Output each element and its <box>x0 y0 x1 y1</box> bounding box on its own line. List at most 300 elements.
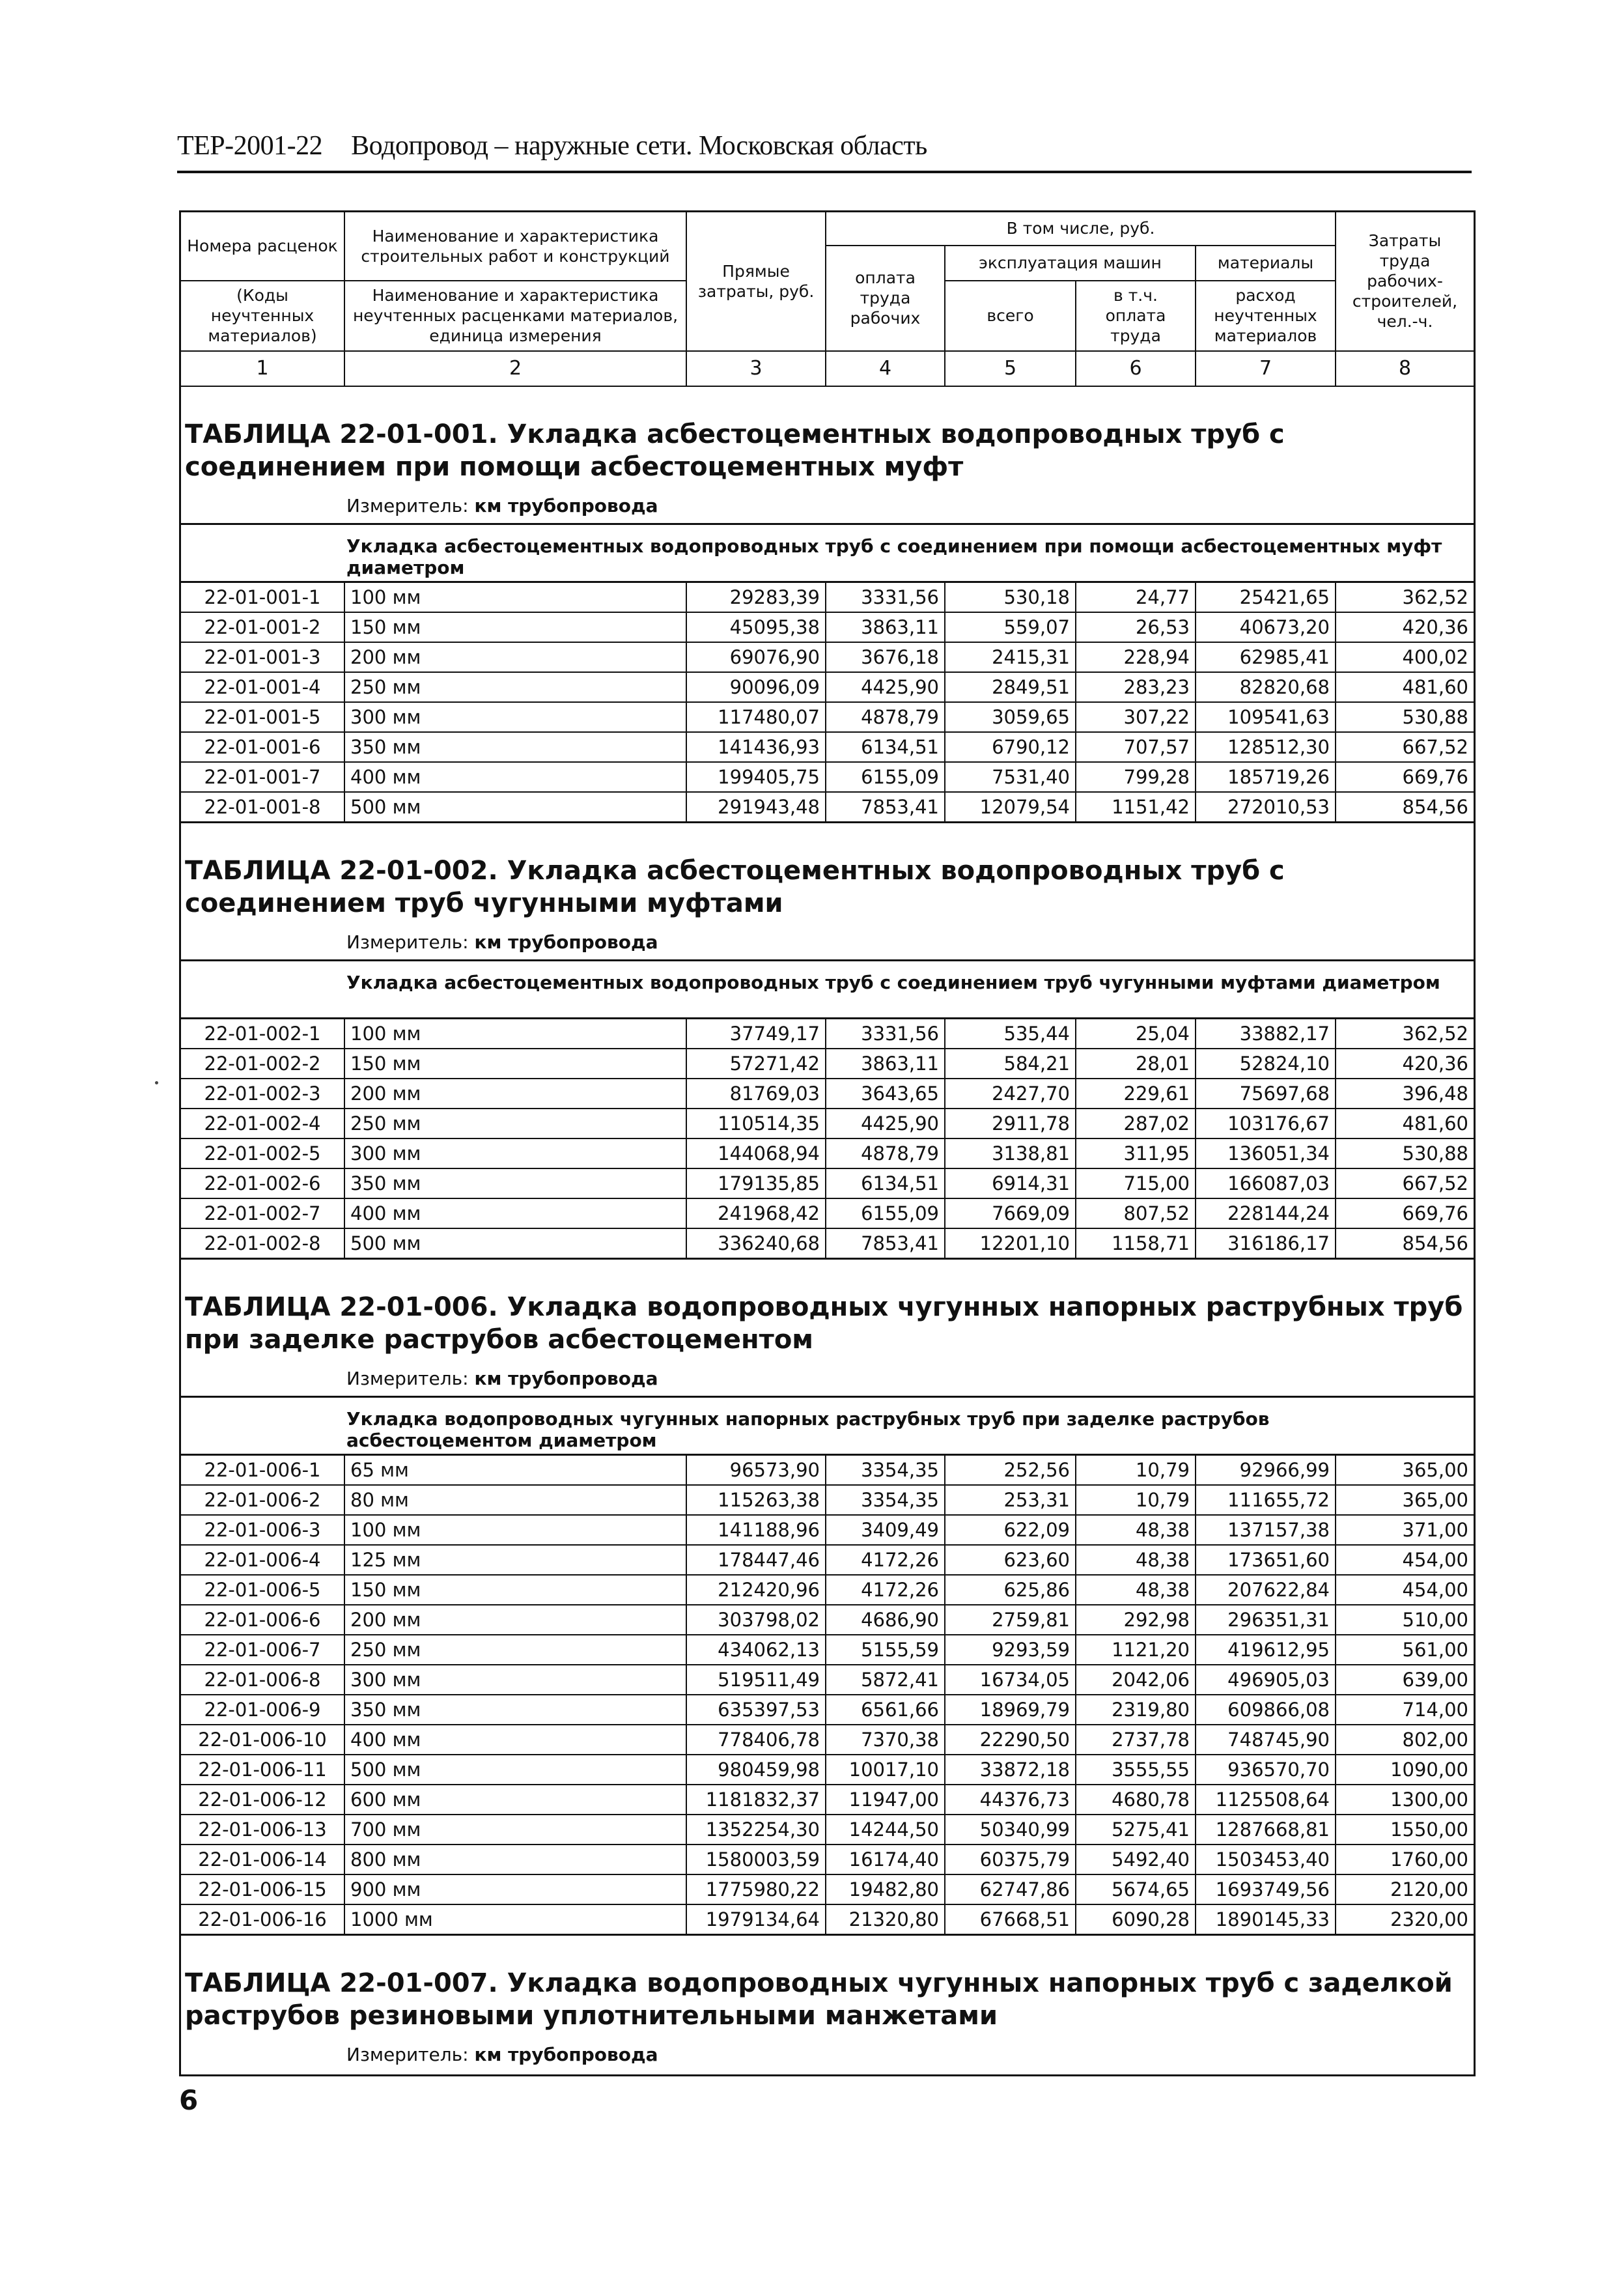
table-row <box>181 1605 1474 1635</box>
table-row <box>181 1168 1474 1198</box>
rate-code: 22-01-001-1 <box>181 582 344 612</box>
work-description: 65 мм <box>344 1454 686 1485</box>
machines-total: 60375,79 <box>945 1845 1076 1874</box>
table-row <box>181 1665 1474 1695</box>
materials-cost: 109541,63 <box>1196 702 1336 732</box>
machines-pay: 4680,78 <box>1076 1785 1196 1815</box>
rate-code: 22-01-002-1 <box>181 1018 344 1049</box>
materials-cost: 166087,03 <box>1196 1168 1336 1198</box>
rate-code: 22-01-001-2 <box>181 612 344 642</box>
work-description: 150 мм <box>344 1575 686 1605</box>
rate-code: 22-01-006-2 <box>181 1485 344 1515</box>
worker-pay: 6134,51 <box>826 1168 945 1198</box>
rate-code: 22-01-006-16 <box>181 1904 344 1935</box>
machines-total: 530,18 <box>945 582 1076 612</box>
labor-hours: 481,60 <box>1336 1109 1474 1138</box>
materials-cost: 25421,65 <box>1196 582 1336 612</box>
rate-code: 22-01-006-11 <box>181 1755 344 1785</box>
unit-label: Измеритель: <box>346 931 469 953</box>
worker-pay: 3863,11 <box>826 1049 945 1079</box>
table-row <box>181 1785 1474 1815</box>
worker-pay: 4686,90 <box>826 1605 945 1635</box>
labor-hours: 669,76 <box>1336 1198 1474 1228</box>
machines-pay: 1121,20 <box>1076 1635 1196 1665</box>
labor-hours: 420,36 <box>1336 1049 1474 1079</box>
worker-pay: 19482,80 <box>826 1874 945 1904</box>
materials-cost: 103176,67 <box>1196 1109 1336 1138</box>
column-number: 1 <box>181 351 344 386</box>
labor-hours: 639,00 <box>1336 1665 1474 1695</box>
column-number: 2 <box>344 351 686 386</box>
unit-value: км трубопровода <box>474 1367 658 1389</box>
scan-artifact <box>155 1081 158 1084</box>
direct-costs: 199405,75 <box>686 762 826 792</box>
materials-cost: 419612,95 <box>1196 1635 1336 1665</box>
machines-pay: 1151,42 <box>1076 792 1196 823</box>
table-row <box>181 1138 1474 1168</box>
table-title: ТАБЛИЦА 22-01-001. Укладка асбестоцементных водопроводных труб с соединением при помощи асбестоцементных муфт <box>185 419 1285 482</box>
price-sheet <box>179 210 1476 2076</box>
worker-pay: 3676,18 <box>826 642 945 672</box>
machines-total: 18969,79 <box>945 1695 1076 1725</box>
unit-of-measure <box>181 2032 1474 2072</box>
direct-costs: 141436,93 <box>686 732 826 762</box>
rate-code: 22-01-006-7 <box>181 1635 344 1665</box>
rate-table-section <box>181 387 1474 823</box>
machines-total: 16734,05 <box>945 1665 1076 1695</box>
rate-code: 22-01-001-6 <box>181 732 344 762</box>
labor-hours: 396,48 <box>1336 1079 1474 1109</box>
machines-pay: 229,61 <box>1076 1079 1196 1109</box>
document-title: Водопровод – наружные сети. Московская область <box>351 131 927 161</box>
materials-cost: 609866,08 <box>1196 1695 1336 1725</box>
direct-costs: 144068,94 <box>686 1138 826 1168</box>
machines-pay: 24,77 <box>1076 582 1196 612</box>
materials-cost: 272010,53 <box>1196 792 1336 823</box>
table-row <box>181 1079 1474 1109</box>
work-description: 300 мм <box>344 1138 686 1168</box>
materials-cost: 496905,03 <box>1196 1665 1336 1695</box>
machines-total: 3138,81 <box>945 1138 1076 1168</box>
labor-hours: 530,88 <box>1336 1138 1474 1168</box>
worker-pay: 4172,26 <box>826 1575 945 1605</box>
work-description: 1000 мм <box>344 1904 686 1935</box>
machines-total: 9293,59 <box>945 1635 1076 1665</box>
work-description: 400 мм <box>344 762 686 792</box>
materials-cost: 75697,68 <box>1196 1079 1336 1109</box>
machines-total: 559,07 <box>945 612 1076 642</box>
worker-pay: 11947,00 <box>826 1785 945 1815</box>
rate-code: 22-01-002-2 <box>181 1049 344 1079</box>
machines-pay: 48,38 <box>1076 1545 1196 1575</box>
materials-cost: 1890145,33 <box>1196 1904 1336 1935</box>
unit-label: Измеритель: <box>346 2043 469 2065</box>
machines-pay: 5275,41 <box>1076 1815 1196 1845</box>
labor-hours: 669,76 <box>1336 762 1474 792</box>
materials-cost: 228144,24 <box>1196 1198 1336 1228</box>
worker-pay: 3331,56 <box>826 582 945 612</box>
materials-cost: 173651,60 <box>1196 1545 1336 1575</box>
machines-total: 7531,40 <box>945 762 1076 792</box>
labor-hours: 854,56 <box>1336 1228 1474 1259</box>
machines-pay: 48,38 <box>1076 1575 1196 1605</box>
rate-code: 22-01-002-3 <box>181 1079 344 1109</box>
materials-cost: 52824,10 <box>1196 1049 1336 1079</box>
work-description: 350 мм <box>344 1168 686 1198</box>
header-material-names: Наименование и характеристика неучтенных расценками материалов, единица измерения <box>344 281 686 351</box>
direct-costs: 291943,48 <box>686 792 826 823</box>
materials-cost: 1125508,64 <box>1196 1785 1336 1815</box>
rate-code: 22-01-002-4 <box>181 1109 344 1138</box>
machines-pay: 28,01 <box>1076 1049 1196 1079</box>
rate-code: 22-01-001-8 <box>181 792 344 823</box>
direct-costs: 179135,85 <box>686 1168 826 1198</box>
table-row <box>181 1904 1474 1935</box>
machines-total: 22290,50 <box>945 1725 1076 1755</box>
machines-pay: 5492,40 <box>1076 1845 1196 1874</box>
machines-pay: 1158,71 <box>1076 1228 1196 1259</box>
unit-value: км трубопровода <box>474 2043 658 2065</box>
work-description: 700 мм <box>344 1815 686 1845</box>
worker-pay: 3409,49 <box>826 1515 945 1545</box>
labor-hours: 454,00 <box>1336 1545 1474 1575</box>
machines-pay: 2042,06 <box>1076 1665 1196 1695</box>
worker-pay: 3331,56 <box>826 1018 945 1049</box>
table-row <box>181 1845 1474 1874</box>
table-title: ТАБЛИЦА 22-01-007. Укладка водопроводных чугунных напорных труб с заделкой раструбов резиновыми уплотнительными манжетами <box>185 1968 1453 2031</box>
work-description: 250 мм <box>344 1109 686 1138</box>
machines-pay: 6090,28 <box>1076 1904 1196 1935</box>
machines-total: 6790,12 <box>945 732 1076 762</box>
rate-code: 22-01-002-6 <box>181 1168 344 1198</box>
column-number: 4 <box>826 351 945 386</box>
work-description: 800 мм <box>344 1845 686 1874</box>
unit-value: км трубопровода <box>474 931 658 953</box>
labor-hours: 420,36 <box>1336 612 1474 642</box>
machines-pay: 228,94 <box>1076 642 1196 672</box>
worker-pay: 4878,79 <box>826 702 945 732</box>
table-subheading: Укладка асбестоцементных водопроводных труб с соединением при помощи асбестоцементных муфт диаметром <box>181 523 1474 581</box>
header-machines-total: всего <box>945 281 1076 351</box>
machines-pay: 5674,65 <box>1076 1874 1196 1904</box>
direct-costs: 1181832,37 <box>686 1785 826 1815</box>
machines-total: 2911,78 <box>945 1109 1076 1138</box>
document-code: ТЕР-2001-22 <box>177 131 323 161</box>
machines-pay: 292,98 <box>1076 1605 1196 1635</box>
labor-hours: 362,52 <box>1336 1018 1474 1049</box>
machines-pay: 2737,78 <box>1076 1725 1196 1755</box>
table-row <box>181 672 1474 702</box>
rate-code: 22-01-006-12 <box>181 1785 344 1815</box>
table-row <box>181 582 1474 612</box>
machines-total: 44376,73 <box>945 1785 1076 1815</box>
machines-pay: 799,28 <box>1076 762 1196 792</box>
rate-code: 22-01-006-9 <box>181 1695 344 1725</box>
worker-pay: 5155,59 <box>826 1635 945 1665</box>
header-rate-numbers: Номера расценок <box>181 212 344 281</box>
table-row <box>181 732 1474 762</box>
rate-code: 22-01-001-3 <box>181 642 344 672</box>
machines-pay: 311,95 <box>1076 1138 1196 1168</box>
machines-pay: 707,57 <box>1076 732 1196 762</box>
unit-of-measure <box>181 1356 1474 1396</box>
work-description: 500 мм <box>344 1228 686 1259</box>
header-materials: материалы <box>1196 246 1336 281</box>
materials-cost: 185719,26 <box>1196 762 1336 792</box>
direct-costs: 778406,78 <box>686 1725 826 1755</box>
table-row <box>181 1575 1474 1605</box>
labor-hours: 802,00 <box>1336 1725 1474 1755</box>
machines-pay: 10,79 <box>1076 1454 1196 1485</box>
table-row <box>181 642 1474 672</box>
worker-pay: 7370,38 <box>826 1725 945 1755</box>
direct-costs: 635397,53 <box>686 1695 826 1725</box>
direct-costs: 45095,38 <box>686 612 826 642</box>
worker-pay: 3354,35 <box>826 1485 945 1515</box>
labor-hours: 510,00 <box>1336 1605 1474 1635</box>
worker-pay: 4172,26 <box>826 1545 945 1575</box>
work-description: 200 мм <box>344 1605 686 1635</box>
header-work-name: Наименование и характеристика строительных работ и конструкций <box>344 212 686 281</box>
machines-total: 2759,81 <box>945 1605 1076 1635</box>
table-row <box>181 792 1474 823</box>
worker-pay: 6155,09 <box>826 762 945 792</box>
machines-pay: 807,52 <box>1076 1198 1196 1228</box>
machines-pay: 10,79 <box>1076 1485 1196 1515</box>
unit-label: Измеритель: <box>346 494 469 516</box>
worker-pay: 3643,65 <box>826 1079 945 1109</box>
header-worker-pay: оплата труда рабочих <box>826 246 945 351</box>
machines-pay: 3555,55 <box>1076 1755 1196 1785</box>
table-row <box>181 1874 1474 1904</box>
page-header <box>177 130 1472 173</box>
direct-costs: 434062,13 <box>686 1635 826 1665</box>
table-row <box>181 1545 1474 1575</box>
worker-pay: 4878,79 <box>826 1138 945 1168</box>
work-description: 600 мм <box>344 1785 686 1815</box>
unit-of-measure <box>181 483 1474 523</box>
work-description: 80 мм <box>344 1485 686 1515</box>
table-row <box>181 1725 1474 1755</box>
materials-cost: 128512,30 <box>1196 732 1336 762</box>
materials-cost: 137157,38 <box>1196 1515 1336 1545</box>
column-number: 3 <box>686 351 826 386</box>
worker-pay: 16174,40 <box>826 1845 945 1874</box>
worker-pay: 6134,51 <box>826 732 945 762</box>
table-subheading: Укладка асбестоцементных водопроводных труб с соединением труб чугунными муфтами диаметром <box>181 959 1474 1017</box>
work-description: 200 мм <box>344 642 686 672</box>
machines-total: 2849,51 <box>945 672 1076 702</box>
machines-total: 2427,70 <box>945 1079 1076 1109</box>
direct-costs: 1352254,30 <box>686 1815 826 1845</box>
work-description: 200 мм <box>344 1079 686 1109</box>
materials-cost: 82820,68 <box>1196 672 1336 702</box>
materials-cost: 33882,17 <box>1196 1018 1336 1049</box>
header-labor-hours: Затраты труда рабочих-строителей, чел.-ч. <box>1336 212 1474 351</box>
materials-cost: 1693749,56 <box>1196 1874 1336 1904</box>
rate-code: 22-01-006-3 <box>181 1515 344 1545</box>
machines-total: 252,56 <box>945 1454 1076 1485</box>
machines-total: 7669,09 <box>945 1198 1076 1228</box>
unit-label: Измеритель: <box>346 1367 469 1389</box>
labor-hours: 400,02 <box>1336 642 1474 672</box>
materials-cost: 1503453,40 <box>1196 1845 1336 1874</box>
worker-pay: 7853,41 <box>826 792 945 823</box>
work-description: 250 мм <box>344 672 686 702</box>
work-description: 500 мм <box>344 1755 686 1785</box>
rate-code: 22-01-006-5 <box>181 1575 344 1605</box>
worker-pay: 6561,66 <box>826 1695 945 1725</box>
table-title: ТАБЛИЦА 22-01-006. Укладка водопроводных чугунных напорных раструбных труб при заделке раструбов асбестоцементом <box>185 1292 1463 1355</box>
labor-hours: 2120,00 <box>1336 1874 1474 1904</box>
table-row <box>181 1815 1474 1845</box>
materials-cost: 1287668,81 <box>1196 1815 1336 1845</box>
header-material-codes: (Коды неучтенных материалов) <box>181 281 344 351</box>
machines-total: 62747,86 <box>945 1874 1076 1904</box>
materials-cost: 296351,31 <box>1196 1605 1336 1635</box>
unit-value: км трубопровода <box>474 494 658 516</box>
rate-code: 22-01-006-4 <box>181 1545 344 1575</box>
table-row <box>181 1635 1474 1665</box>
work-description: 250 мм <box>344 1635 686 1665</box>
machines-pay: 26,53 <box>1076 612 1196 642</box>
direct-costs: 178447,46 <box>686 1545 826 1575</box>
rate-code: 22-01-001-7 <box>181 762 344 792</box>
labor-hours: 454,00 <box>1336 1575 1474 1605</box>
machines-total: 6914,31 <box>945 1168 1076 1198</box>
rate-code: 22-01-002-8 <box>181 1228 344 1259</box>
direct-costs: 241968,42 <box>686 1198 826 1228</box>
labor-hours: 365,00 <box>1336 1485 1474 1515</box>
worker-pay: 14244,50 <box>826 1815 945 1845</box>
rates-table <box>181 581 1474 823</box>
machines-total: 12079,54 <box>945 792 1076 823</box>
work-description: 500 мм <box>344 792 686 823</box>
machines-pay: 2319,80 <box>1076 1695 1196 1725</box>
direct-costs: 303798,02 <box>686 1605 826 1635</box>
labor-hours: 481,60 <box>1336 672 1474 702</box>
work-description: 350 мм <box>344 1695 686 1725</box>
table-row <box>181 1515 1474 1545</box>
rate-code: 22-01-006-1 <box>181 1454 344 1485</box>
labor-hours: 667,52 <box>1336 732 1474 762</box>
rate-code: 22-01-002-5 <box>181 1138 344 1168</box>
column-header <box>181 210 1474 387</box>
work-description: 400 мм <box>344 1725 686 1755</box>
direct-costs: 90096,09 <box>686 672 826 702</box>
direct-costs: 57271,42 <box>686 1049 826 1079</box>
direct-costs: 336240,68 <box>686 1228 826 1259</box>
column-numbers-row <box>181 351 1474 386</box>
machines-total: 535,44 <box>945 1018 1076 1049</box>
tables-container <box>181 387 1474 2076</box>
materials-cost: 92966,99 <box>1196 1454 1336 1485</box>
worker-pay: 4425,90 <box>826 672 945 702</box>
machines-total: 623,60 <box>945 1545 1076 1575</box>
materials-cost: 40673,20 <box>1196 612 1336 642</box>
labor-hours: 2320,00 <box>1336 1904 1474 1935</box>
work-description: 150 мм <box>344 1049 686 1079</box>
direct-costs: 212420,96 <box>686 1575 826 1605</box>
worker-pay: 5872,41 <box>826 1665 945 1695</box>
work-description: 100 мм <box>344 1018 686 1049</box>
rate-code: 22-01-002-7 <box>181 1198 344 1228</box>
column-number: 6 <box>1076 351 1196 386</box>
column-number: 7 <box>1196 351 1336 386</box>
materials-cost: 316186,17 <box>1196 1228 1336 1259</box>
rates-table <box>181 1017 1474 1260</box>
machines-total: 625,86 <box>945 1575 1076 1605</box>
machines-pay: 715,00 <box>1076 1168 1196 1198</box>
direct-costs: 1979134,64 <box>686 1904 826 1935</box>
direct-costs: 37749,17 <box>686 1018 826 1049</box>
table-subheading: Укладка водопроводных чугунных напорных раструбных труб при заделке раструбов асбестоцементом диаметром <box>181 1396 1474 1454</box>
machines-total: 622,09 <box>945 1515 1076 1545</box>
header-direct-costs: Прямые затраты, руб. <box>686 212 826 351</box>
rate-code: 22-01-006-6 <box>181 1605 344 1635</box>
labor-hours: 530,88 <box>1336 702 1474 732</box>
worker-pay: 4425,90 <box>826 1109 945 1138</box>
labor-hours: 714,00 <box>1336 1695 1474 1725</box>
materials-cost: 111655,72 <box>1196 1485 1336 1515</box>
column-number: 5 <box>945 351 1076 386</box>
machines-total: 33872,18 <box>945 1755 1076 1785</box>
labor-hours: 667,52 <box>1336 1168 1474 1198</box>
rate-code: 22-01-006-8 <box>181 1665 344 1695</box>
table-row <box>181 1695 1474 1725</box>
labor-hours: 854,56 <box>1336 792 1474 823</box>
machines-total: 50340,99 <box>945 1815 1076 1845</box>
machines-total: 3059,65 <box>945 702 1076 732</box>
header-including: В том числе, руб. <box>826 212 1336 246</box>
work-description: 100 мм <box>344 1515 686 1545</box>
direct-costs: 1580003,59 <box>686 1845 826 1874</box>
direct-costs: 519511,49 <box>686 1665 826 1695</box>
machines-total: 253,31 <box>945 1485 1076 1515</box>
work-description: 400 мм <box>344 1198 686 1228</box>
header-machine-operation: эксплуатация машин <box>945 246 1196 281</box>
machines-total: 67668,51 <box>945 1904 1076 1935</box>
materials-cost: 936570,70 <box>1196 1755 1336 1785</box>
worker-pay: 3354,35 <box>826 1454 945 1485</box>
machines-pay: 283,23 <box>1076 672 1196 702</box>
table-row <box>181 1018 1474 1049</box>
table-row <box>181 762 1474 792</box>
table-row <box>181 1049 1474 1079</box>
labor-hours: 362,52 <box>1336 582 1474 612</box>
materials-cost: 207622,84 <box>1196 1575 1336 1605</box>
rate-code: 22-01-001-4 <box>181 672 344 702</box>
rate-code: 22-01-006-13 <box>181 1815 344 1845</box>
labor-hours: 1760,00 <box>1336 1845 1474 1874</box>
labor-hours: 1090,00 <box>1336 1755 1474 1785</box>
worker-pay: 7853,41 <box>826 1228 945 1259</box>
machines-pay: 25,04 <box>1076 1018 1196 1049</box>
column-number: 8 <box>1336 351 1474 386</box>
machines-pay: 287,02 <box>1076 1109 1196 1138</box>
labor-hours: 1300,00 <box>1336 1785 1474 1815</box>
materials-cost: 62985,41 <box>1196 642 1336 672</box>
machines-pay: 307,22 <box>1076 702 1196 732</box>
direct-costs: 96573,90 <box>686 1454 826 1485</box>
rate-code: 22-01-006-14 <box>181 1845 344 1874</box>
worker-pay: 21320,80 <box>826 1904 945 1935</box>
direct-costs: 117480,07 <box>686 702 826 732</box>
page-number: 6 <box>179 2084 199 2116</box>
materials-cost: 136051,34 <box>1196 1138 1336 1168</box>
rate-table-section <box>181 823 1474 1260</box>
direct-costs: 141188,96 <box>686 1515 826 1545</box>
